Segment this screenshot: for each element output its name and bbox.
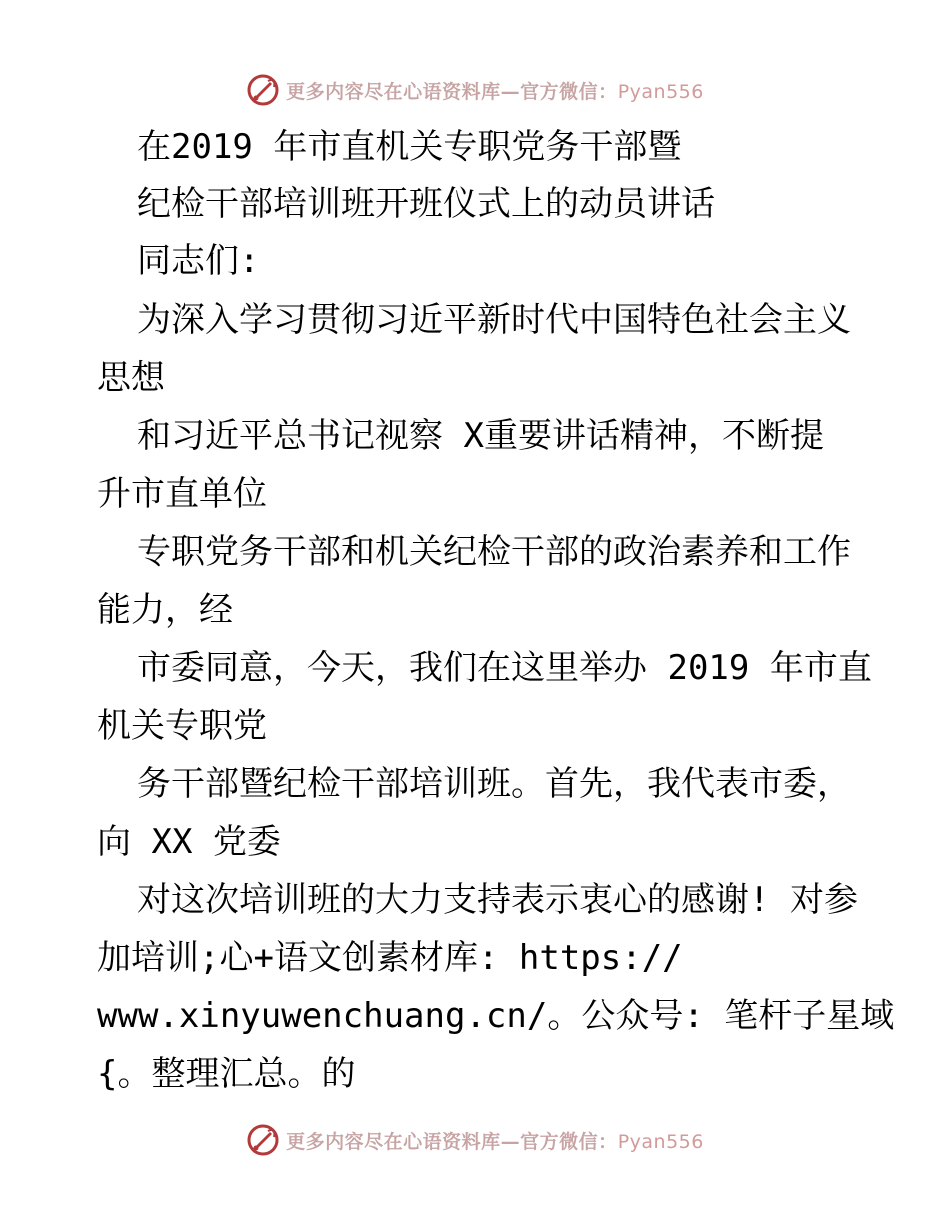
footer-banner	[0, 1120, 950, 1160]
paragraph-line: 为深入学习贯彻习近平新时代中国特色社会主义	[137, 300, 851, 340]
banner-main-text: 更多内容尽在心语资料库—	[286, 80, 521, 103]
quill-logo-icon	[246, 1123, 280, 1157]
title-line-2: 纪检干部培训班开班仪式上的动员讲话	[137, 184, 715, 224]
salutation: 同志们:	[137, 241, 260, 281]
banner-wechat-label: 官方微信：	[520, 1130, 618, 1153]
banner-caption	[286, 77, 704, 104]
paragraph-line: 市委同意，今天，我们在这里举办 2019 年市直	[137, 648, 872, 688]
paragraph-line: 加培训;心+语文创素材库: https://	[97, 938, 683, 978]
paragraph-line: 和习近平总书记视察 X重要讲话精神，不断提	[137, 416, 824, 456]
quill-logo-icon	[246, 73, 280, 107]
paragraph-line: 升市直单位	[97, 474, 267, 514]
paragraph-line: 机关专职党	[97, 706, 267, 746]
banner-handle: Pyan556	[617, 1130, 704, 1153]
paragraph-line: 专职党务干部和机关纪检干部的政治素养和工作	[137, 532, 851, 572]
paragraph-line: www.xinyuwenchuang.cn/。公众号: 笔杆子星域	[97, 996, 895, 1036]
paragraph-line: 务干部暨纪检干部培训班。首先，我代表市委，	[137, 764, 851, 804]
banner-handle: Pyan556	[617, 80, 704, 103]
paragraph-line: 能力，经	[97, 590, 233, 630]
banner-caption	[286, 1127, 704, 1154]
header-banner	[0, 70, 950, 110]
title-line-1: 在2019 年市直机关专职党务干部暨	[137, 127, 682, 167]
paragraph-line: 对这次培训班的大力支持表示衷心的感谢! 对参	[137, 880, 858, 920]
banner-main-text: 更多内容尽在心语资料库—	[286, 1130, 521, 1153]
banner-wechat-label: 官方微信：	[520, 80, 618, 103]
paragraph-line: 向 XX 党委	[97, 822, 281, 862]
paragraph-line: {。整理汇总。的	[97, 1054, 356, 1094]
paragraph-line: 思想	[97, 358, 165, 398]
